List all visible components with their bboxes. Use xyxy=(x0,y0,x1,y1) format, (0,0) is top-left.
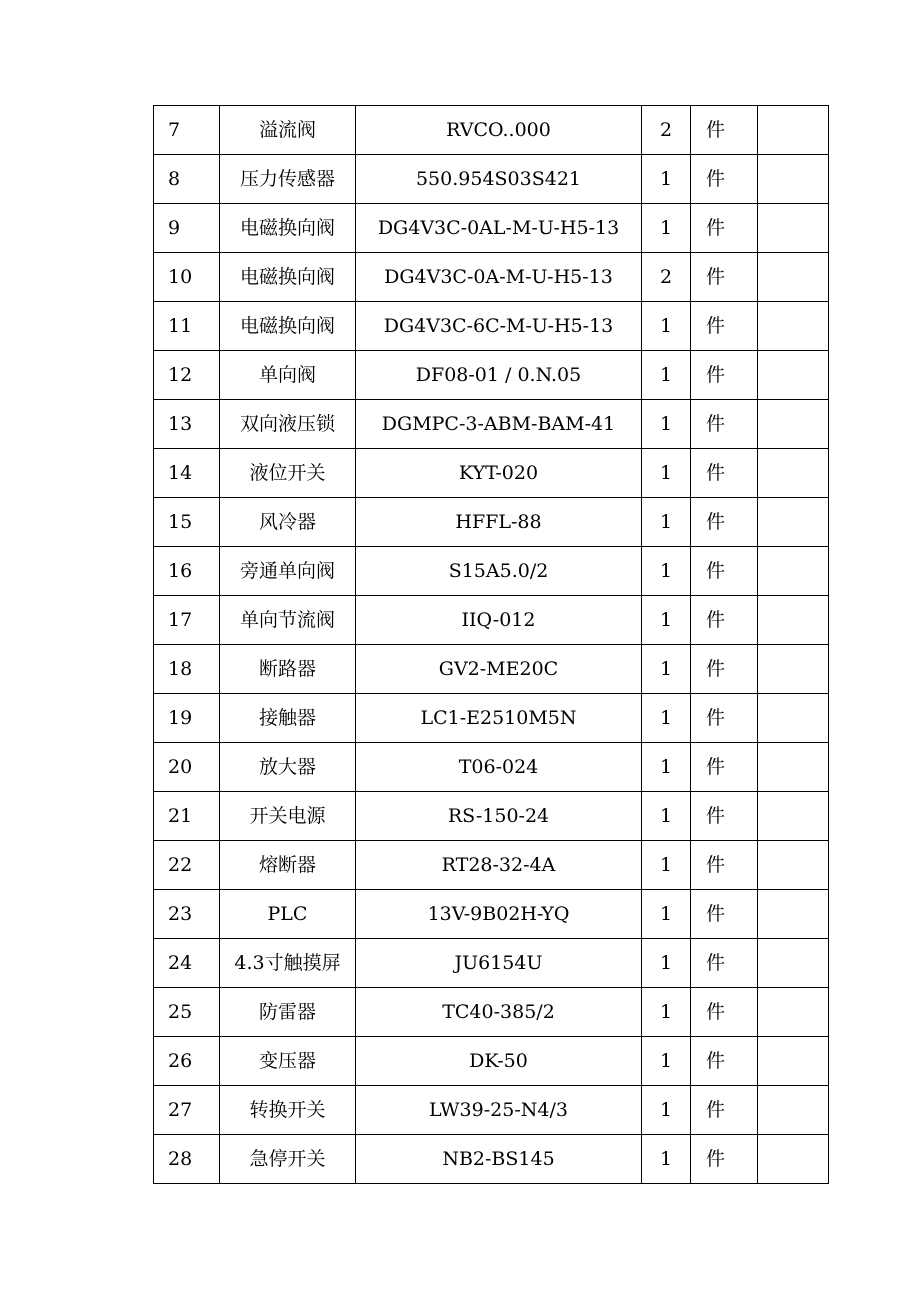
quantity-cell: 1 xyxy=(642,939,691,988)
quantity-cell: 1 xyxy=(642,743,691,792)
table-row xyxy=(154,890,829,939)
part-name-cell: 接触器 xyxy=(220,694,356,743)
table-row xyxy=(154,1086,829,1135)
unit-cell: 件 xyxy=(691,155,758,204)
remarks-cell xyxy=(758,694,829,743)
remarks-cell xyxy=(758,1135,829,1184)
part-name-cell: 防雷器 xyxy=(220,988,356,1037)
unit-cell: 件 xyxy=(691,253,758,302)
remarks-cell xyxy=(758,351,829,400)
part-name-cell: 单向阀 xyxy=(220,351,356,400)
part-name-cell: 开关电源 xyxy=(220,792,356,841)
unit-cell: 件 xyxy=(691,449,758,498)
model-number-cell: GV2-ME20C xyxy=(356,645,642,694)
unit-cell: 件 xyxy=(691,694,758,743)
quantity-cell: 1 xyxy=(642,351,691,400)
item-number-cell: 22 xyxy=(154,841,220,890)
unit-cell: 件 xyxy=(691,988,758,1037)
item-number-cell: 14 xyxy=(154,449,220,498)
model-number-cell: DK-50 xyxy=(356,1037,642,1086)
remarks-cell xyxy=(758,939,829,988)
item-number-cell: 9 xyxy=(154,204,220,253)
part-name-cell: 急停开关 xyxy=(220,1135,356,1184)
unit-cell: 件 xyxy=(691,498,758,547)
item-number-cell: 27 xyxy=(154,1086,220,1135)
item-number-cell: 10 xyxy=(154,253,220,302)
part-name-cell: 4.3寸触摸屏 xyxy=(220,939,356,988)
unit-cell: 件 xyxy=(691,792,758,841)
remarks-cell xyxy=(758,253,829,302)
unit-cell: 件 xyxy=(691,1086,758,1135)
table-row xyxy=(154,106,829,155)
table-row xyxy=(154,204,829,253)
part-name-cell: PLC xyxy=(220,890,356,939)
remarks-cell xyxy=(758,1086,829,1135)
model-number-cell: LC1-E2510M5N xyxy=(356,694,642,743)
part-name-cell: 风冷器 xyxy=(220,498,356,547)
model-number-cell: 550.954S03S421 xyxy=(356,155,642,204)
remarks-cell xyxy=(758,792,829,841)
table-row xyxy=(154,939,829,988)
remarks-cell xyxy=(758,155,829,204)
part-name-cell: 单向节流阀 xyxy=(220,596,356,645)
part-name-cell: 旁通单向阀 xyxy=(220,547,356,596)
remarks-cell xyxy=(758,400,829,449)
item-number-cell: 20 xyxy=(154,743,220,792)
quantity-cell: 1 xyxy=(642,449,691,498)
quantity-cell: 1 xyxy=(642,547,691,596)
model-number-cell: KYT-020 xyxy=(356,449,642,498)
unit-cell: 件 xyxy=(691,890,758,939)
model-number-cell: JU6154U xyxy=(356,939,642,988)
item-number-cell: 26 xyxy=(154,1037,220,1086)
remarks-cell xyxy=(758,204,829,253)
unit-cell: 件 xyxy=(691,939,758,988)
table-row xyxy=(154,351,829,400)
part-name-cell: 电磁换向阀 xyxy=(220,204,356,253)
remarks-cell xyxy=(758,890,829,939)
quantity-cell: 1 xyxy=(642,792,691,841)
unit-cell: 件 xyxy=(691,302,758,351)
table-row xyxy=(154,253,829,302)
part-name-cell: 压力传感器 xyxy=(220,155,356,204)
table-row xyxy=(154,645,829,694)
model-number-cell: S15A5.0/2 xyxy=(356,547,642,596)
unit-cell: 件 xyxy=(691,106,758,155)
item-number-cell: 13 xyxy=(154,400,220,449)
quantity-cell: 1 xyxy=(642,302,691,351)
item-number-cell: 19 xyxy=(154,694,220,743)
table-row xyxy=(154,449,829,498)
item-number-cell: 18 xyxy=(154,645,220,694)
remarks-cell xyxy=(758,645,829,694)
part-name-cell: 变压器 xyxy=(220,1037,356,1086)
remarks-cell xyxy=(758,841,829,890)
model-number-cell: DGMPC-3-ABM-BAM-41 xyxy=(356,400,642,449)
table-row xyxy=(154,988,829,1037)
table-row xyxy=(154,498,829,547)
model-number-cell: NB2-BS145 xyxy=(356,1135,642,1184)
unit-cell: 件 xyxy=(691,645,758,694)
remarks-cell xyxy=(758,498,829,547)
table-row xyxy=(154,1135,829,1184)
table-row xyxy=(154,155,829,204)
item-number-cell: 25 xyxy=(154,988,220,1037)
item-number-cell: 7 xyxy=(154,106,220,155)
quantity-cell: 2 xyxy=(642,106,691,155)
quantity-cell: 1 xyxy=(642,596,691,645)
quantity-cell: 1 xyxy=(642,988,691,1037)
model-number-cell: DG4V3C-0A-M-U-H5-13 xyxy=(356,253,642,302)
item-number-cell: 28 xyxy=(154,1135,220,1184)
table-row xyxy=(154,792,829,841)
unit-cell: 件 xyxy=(691,743,758,792)
quantity-cell: 1 xyxy=(642,694,691,743)
item-number-cell: 12 xyxy=(154,351,220,400)
item-number-cell: 23 xyxy=(154,890,220,939)
item-number-cell: 11 xyxy=(154,302,220,351)
model-number-cell: DG4V3C-6C-M-U-H5-13 xyxy=(356,302,642,351)
quantity-cell: 1 xyxy=(642,890,691,939)
remarks-cell xyxy=(758,596,829,645)
model-number-cell: DG4V3C-0AL-M-U-H5-13 xyxy=(356,204,642,253)
remarks-cell xyxy=(758,106,829,155)
item-number-cell: 8 xyxy=(154,155,220,204)
remarks-cell xyxy=(758,547,829,596)
part-name-cell: 熔断器 xyxy=(220,841,356,890)
part-name-cell: 溢流阀 xyxy=(220,106,356,155)
item-number-cell: 16 xyxy=(154,547,220,596)
part-name-cell: 断路器 xyxy=(220,645,356,694)
unit-cell: 件 xyxy=(691,547,758,596)
quantity-cell: 1 xyxy=(642,841,691,890)
part-name-cell: 双向液压锁 xyxy=(220,400,356,449)
parts-list-body xyxy=(154,106,829,1184)
table-row xyxy=(154,743,829,792)
table-row xyxy=(154,547,829,596)
table-row xyxy=(154,841,829,890)
model-number-cell: RS-150-24 xyxy=(356,792,642,841)
remarks-cell xyxy=(758,302,829,351)
table-row xyxy=(154,302,829,351)
item-number-cell: 17 xyxy=(154,596,220,645)
unit-cell: 件 xyxy=(691,1135,758,1184)
quantity-cell: 1 xyxy=(642,498,691,547)
item-number-cell: 21 xyxy=(154,792,220,841)
unit-cell: 件 xyxy=(691,596,758,645)
remarks-cell xyxy=(758,743,829,792)
quantity-cell: 1 xyxy=(642,1135,691,1184)
table-row xyxy=(154,1037,829,1086)
quantity-cell: 1 xyxy=(642,155,691,204)
part-name-cell: 液位开关 xyxy=(220,449,356,498)
part-name-cell: 电磁换向阀 xyxy=(220,253,356,302)
table-row xyxy=(154,694,829,743)
parts-list-table xyxy=(153,105,829,1184)
quantity-cell: 1 xyxy=(642,400,691,449)
table-row xyxy=(154,596,829,645)
quantity-cell: 1 xyxy=(642,1086,691,1135)
remarks-cell xyxy=(758,1037,829,1086)
model-number-cell: HFFL-88 xyxy=(356,498,642,547)
remarks-cell xyxy=(758,988,829,1037)
quantity-cell: 1 xyxy=(642,645,691,694)
table-row xyxy=(154,400,829,449)
unit-cell: 件 xyxy=(691,1037,758,1086)
unit-cell: 件 xyxy=(691,841,758,890)
part-name-cell: 转换开关 xyxy=(220,1086,356,1135)
model-number-cell: 13V-9B02H-YQ xyxy=(356,890,642,939)
model-number-cell: LW39-25-N4/3 xyxy=(356,1086,642,1135)
model-number-cell: DF08-01 / 0.N.05 xyxy=(356,351,642,400)
item-number-cell: 24 xyxy=(154,939,220,988)
quantity-cell: 2 xyxy=(642,253,691,302)
model-number-cell: RVCO..000 xyxy=(356,106,642,155)
model-number-cell: TC40-385/2 xyxy=(356,988,642,1037)
part-name-cell: 放大器 xyxy=(220,743,356,792)
unit-cell: 件 xyxy=(691,204,758,253)
quantity-cell: 1 xyxy=(642,1037,691,1086)
remarks-cell xyxy=(758,449,829,498)
unit-cell: 件 xyxy=(691,400,758,449)
part-name-cell: 电磁换向阀 xyxy=(220,302,356,351)
unit-cell: 件 xyxy=(691,351,758,400)
model-number-cell: IIQ-012 xyxy=(356,596,642,645)
model-number-cell: RT28-32-4A xyxy=(356,841,642,890)
item-number-cell: 15 xyxy=(154,498,220,547)
model-number-cell: T06-024 xyxy=(356,743,642,792)
quantity-cell: 1 xyxy=(642,204,691,253)
